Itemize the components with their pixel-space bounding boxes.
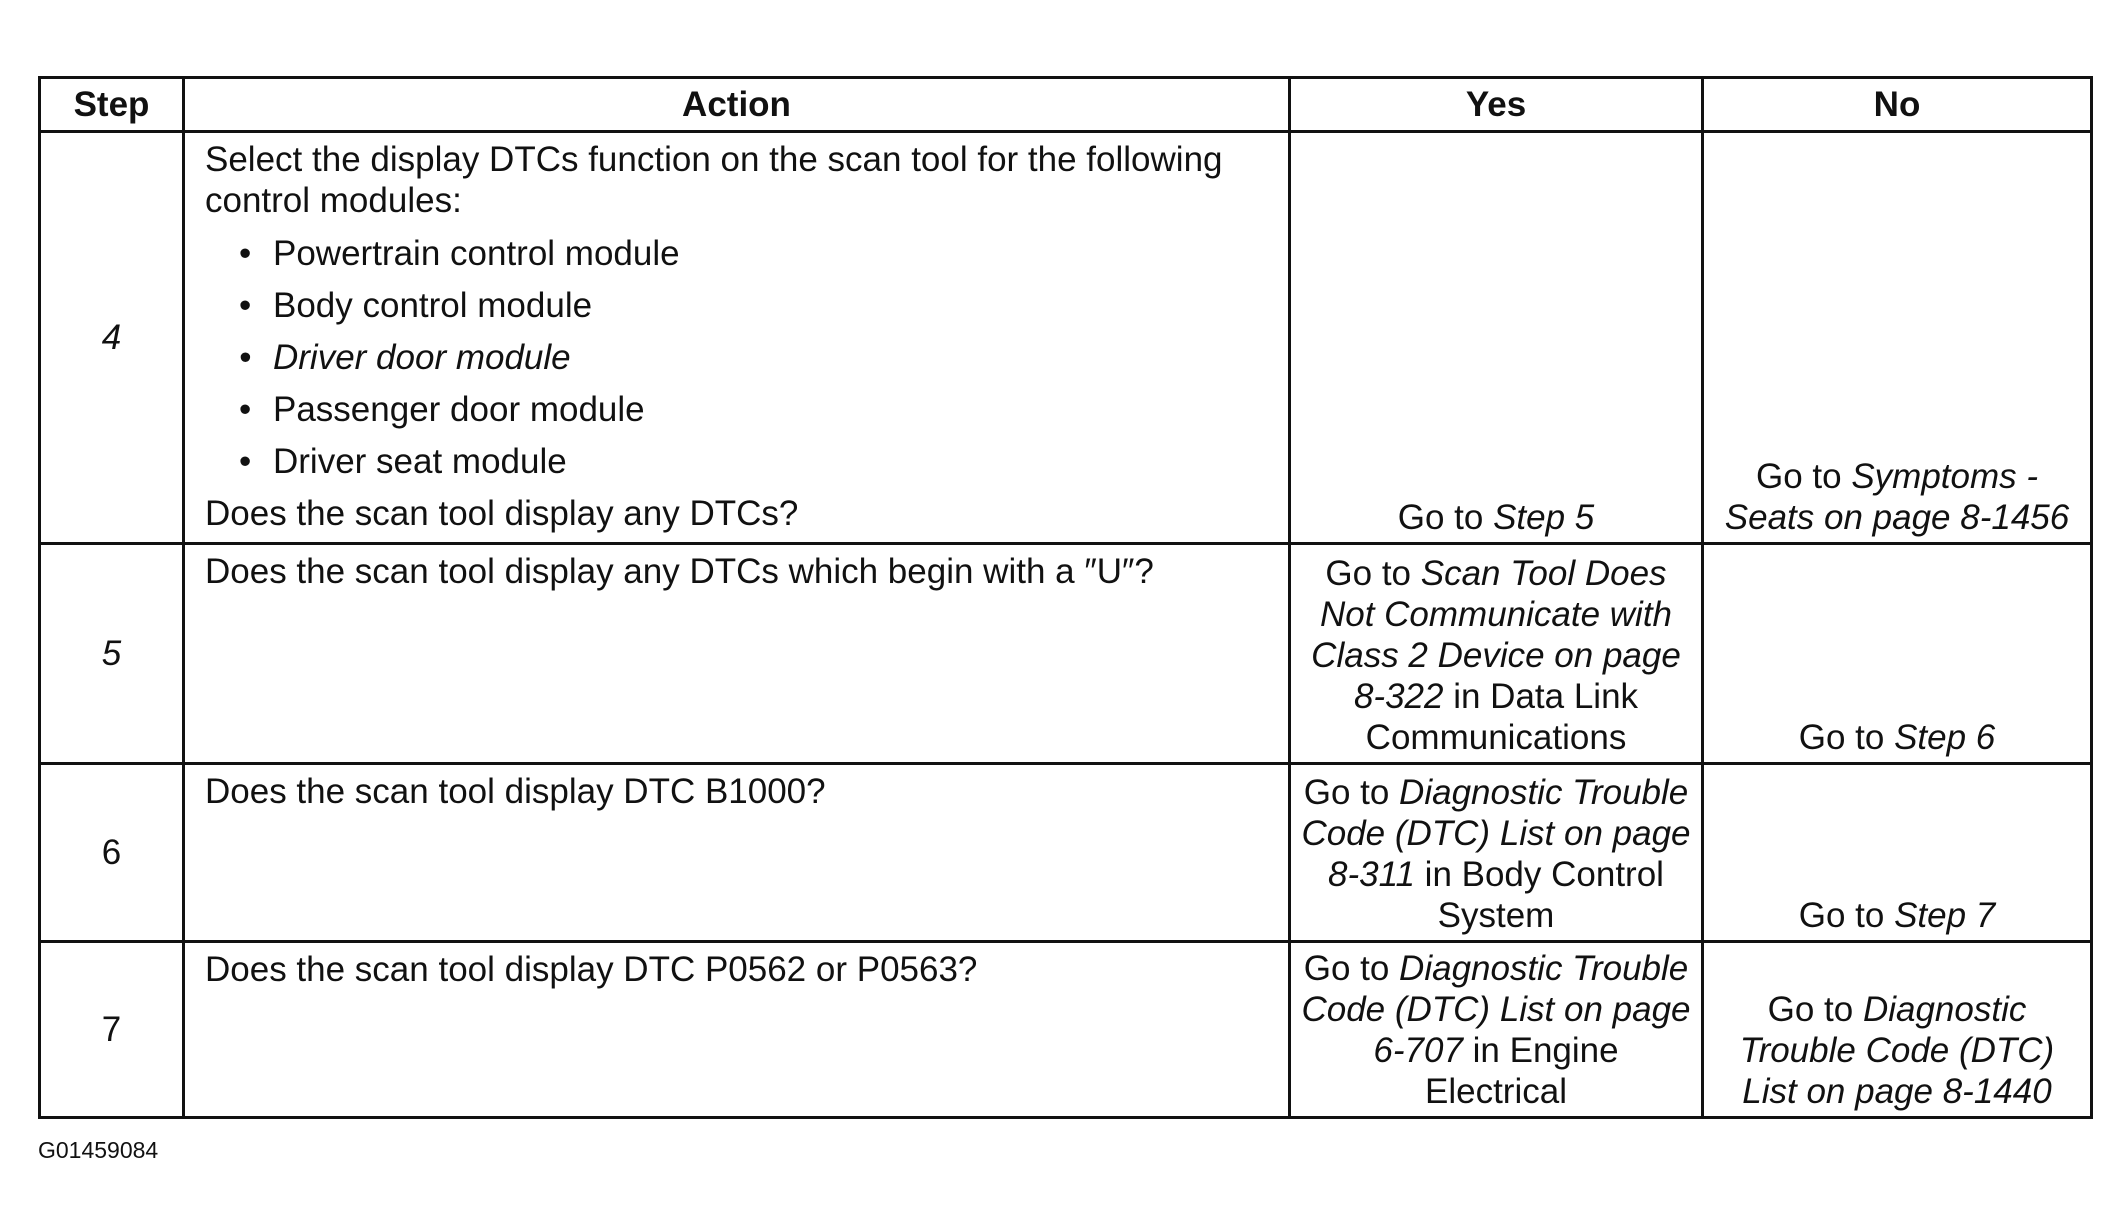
figure-id: G01459084 — [38, 1137, 159, 1163]
no-reference-link[interactable]: Step 6 — [1894, 718, 1996, 757]
header-step: Step — [40, 78, 184, 132]
action-cell — [184, 132, 1290, 544]
step-number: 5 — [40, 544, 184, 764]
yes-cell — [1290, 132, 1703, 544]
action-intro: Select the display DTCs function on the scan tool for the following control modules: — [205, 140, 1223, 220]
header-action: Action — [184, 78, 1290, 132]
list-item: • Driver seat module — [239, 441, 1270, 482]
action-question: Does the scan tool display any DTCs which begin with a ″U″? — [205, 552, 1154, 591]
no-cell — [1703, 764, 2092, 942]
action-cell — [184, 764, 1290, 942]
list-item: • Body control module — [239, 285, 1270, 326]
yes-reference-link[interactable]: Diagnostic Trouble Code (DTC) List on page 8-311 — [1301, 773, 1691, 894]
table-row — [40, 764, 2092, 942]
step-number: 7 — [40, 942, 184, 1118]
no-reference-link[interactable]: Diagnostic Trouble Code (DTC) List on page 8-1440 — [1739, 990, 2055, 1111]
no-cell — [1703, 544, 2092, 764]
step-number: 4 — [40, 132, 184, 544]
header-yes: Yes — [1290, 78, 1703, 132]
yes-cell — [1290, 544, 1703, 764]
no-prefix: Go to — [1755, 457, 1852, 496]
yes-reference-link[interactable]: Diagnostic Trouble Code (DTC) List on page 6-707 — [1301, 949, 1691, 1070]
action-question: Does the scan tool display DTC P0562 or P0563? — [205, 950, 978, 989]
header-no: No — [1703, 78, 2092, 132]
list-item: • Powertrain control module — [239, 233, 1270, 274]
yes-suffix: in Engine Electrical — [1425, 1031, 1619, 1111]
yes-cell — [1290, 764, 1703, 942]
yes-prefix: Go to — [1397, 498, 1494, 537]
yes-cell — [1290, 942, 1703, 1118]
list-item: • Driver door module — [239, 337, 1270, 378]
yes-reference-link[interactable]: Scan Tool Does Not Communicate with Class 2 Device on page 8-322 — [1311, 554, 1681, 716]
action-question: Does the scan tool display DTC B1000? — [205, 772, 826, 811]
step-number: 6 — [40, 764, 184, 942]
no-cell — [1703, 132, 2092, 544]
yes-prefix: Go to — [1303, 773, 1400, 812]
action-cell — [184, 544, 1290, 764]
table-row — [40, 544, 2092, 764]
yes-prefix: Go to — [1303, 949, 1400, 988]
action-cell — [184, 942, 1290, 1118]
no-prefix: Go to — [1798, 718, 1895, 757]
no-prefix: Go to — [1767, 990, 1863, 1029]
no-reference-link[interactable]: Symptoms - Seats on page 8-1456 — [1724, 457, 2070, 537]
yes-suffix: in Data Link Communications — [1365, 677, 1639, 757]
header-row — [40, 78, 2092, 132]
yes-prefix: Go to — [1325, 554, 1421, 593]
yes-reference-link[interactable]: Step 5 — [1493, 498, 1595, 537]
no-prefix: Go to — [1798, 896, 1895, 935]
list-item: • Passenger door module — [239, 389, 1270, 430]
diagnostic-table — [38, 76, 2093, 1119]
table-row — [40, 132, 2092, 544]
module-list — [205, 233, 1270, 482]
no-reference-link[interactable]: Step 7 — [1894, 896, 1996, 935]
no-cell — [1703, 942, 2092, 1118]
yes-suffix: in Body Control System — [1414, 855, 1664, 935]
table-row — [40, 942, 2092, 1118]
action-question: Does the scan tool display any DTCs? — [205, 494, 799, 533]
